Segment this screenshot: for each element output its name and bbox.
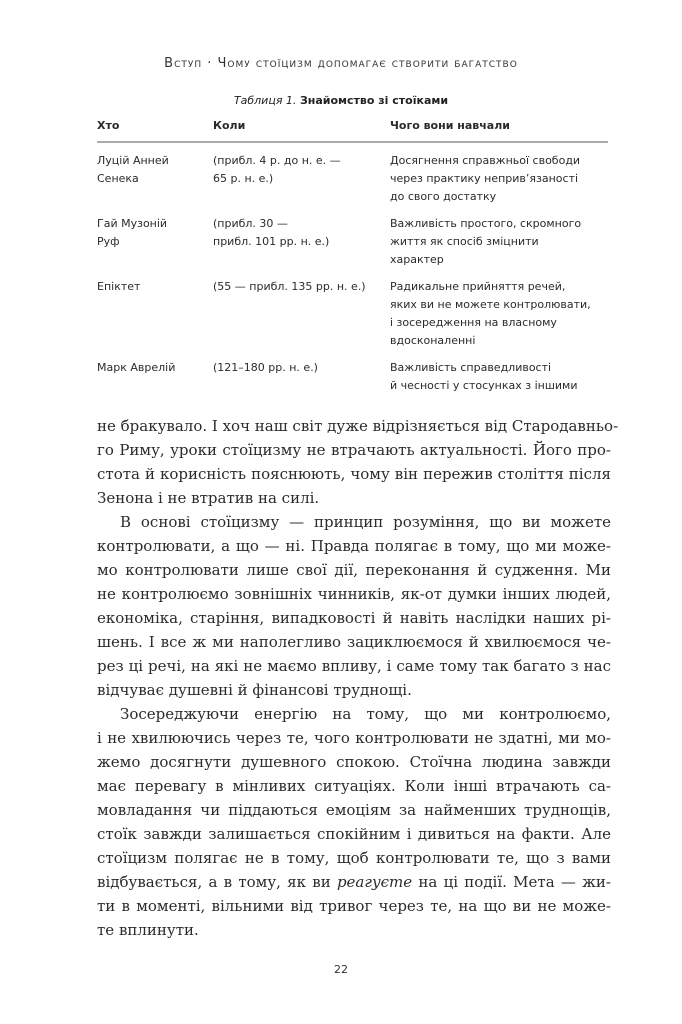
cell-line: прибл. 101 рр. н. е.) [213,235,330,248]
cell-line: Сенека [97,172,139,185]
stoics-table [97,117,608,404]
table-cell-who [97,359,213,404]
cell-line: життя як спосіб зміцнити [390,235,539,248]
text-line: те вплинути. [97,921,199,939]
table-row [97,215,608,278]
cell-line: (55 — прибл. 135 рр. н. е.) [213,280,366,293]
text-line: шень. І все ж ми наполегливо зациклюємося й хвилюємося че- [97,633,611,651]
text-line: мо контролювати лише свої дії, переконання й судження. Ми [97,561,611,579]
table-header-row [97,117,608,142]
cell-line: 65 р. н. е.) [213,172,274,185]
cell-line: Руф [97,235,120,248]
text-line: рез ці речі, на які не маємо впливу, і саме тому так багато з нас [97,657,611,675]
cell-line: Важливість справедливості [390,361,552,374]
text-line: стота й корисність пояснюють, чому він пережив століття після [97,465,611,483]
table-cell-what [390,359,608,404]
text-line: відчуває душевні й фінансові труднощі. [97,681,412,699]
table-caption-title: Знайомство зі стоїками [299,94,449,107]
cell-line: до свого достатку [390,190,497,203]
cell-line: (121–180 рр. н. е.) [213,361,318,374]
table-cell-when [213,278,390,359]
text-line: В основі стоїцизму — принцип розуміння, що ви можете [120,513,611,531]
cell-line: Радикальне прийняття речей, [390,280,566,293]
table-cell-what [390,142,608,215]
cell-line: характер [390,253,444,266]
running-head: Вступ · Чому стоїцизм допомагає створити багатство [164,56,518,71]
cell-line: й чесності у стосунках з іншими [390,379,578,392]
column-header-who: Хто [97,117,213,142]
cell-line: Гай Музоній [97,217,168,230]
cell-line: вдосконаленні [390,334,476,347]
text-line [97,870,611,894]
table-row [97,142,608,215]
column-header-what: Чого вони навчали [390,117,608,142]
table-row [97,359,608,404]
text-line: має перевагу в мінливих ситуаціях. Коли інші втрачають са- [97,777,611,795]
text-segment: відбувається, а в тому, як ви [97,873,337,891]
table-cell-when [213,142,390,215]
cell-line: Луцій Анней [97,154,169,167]
paragraph [97,414,619,510]
text-line: ти в моменті, вільними від тривог через те, на що ви не може- [97,897,611,915]
body-text [97,414,619,942]
table-cell-what [390,278,608,359]
cell-line: (прибл. 30 — [213,217,288,230]
text-line: економіка, старіння, випадковості й навіть наслідки наших рі- [97,609,611,627]
cell-line: яких ви не можете контролювати, [390,298,591,311]
table-caption-label: Таблиця 1. [233,94,297,107]
text-line: жемо досягнути душевного спокою. Стоїчна людина завжди [97,753,611,771]
page-number: 22 [334,963,348,976]
table-cell-who [97,278,213,359]
cell-line: Досягнення справжньої свободи [390,154,581,167]
table-cell-what [390,215,608,278]
emphasized-word: реагуєте [336,873,413,891]
cell-line: через практику неприв’язаності [390,172,579,185]
cell-line: Марк Аврелій [97,361,176,374]
cell-line: і зосередження на власному [390,316,557,329]
text-line: і не хвилюючись через те, чого контролювати не здатні, ми мо- [97,729,611,747]
text-segment: на ці події. Мета — жи- [412,873,611,891]
text-line: не контролюємо зовнішніх чинників, як-от думки інших людей, [97,585,611,603]
table-cell-who [97,215,213,278]
table-cell-when [213,215,390,278]
table-cell-when [213,359,390,404]
table-row [97,278,608,359]
column-header-when: Коли [213,117,390,142]
text-line: контролювати, а що — ні. Правда полягає в тому, що ми може- [97,537,611,555]
text-line: Зосереджуючи енергію на тому, що ми контролюємо, [120,705,611,723]
table-caption [0,93,682,109]
cell-line: Епіктет [97,280,141,293]
text-line: не бракувало. І хоч наш світ дуже відрізняється від Стародавньо- [97,417,619,435]
text-line: Зенона і не втратив на силі. [97,489,320,507]
cell-line: Важливість простого, скромного [390,217,582,230]
text-line: стоїцизм полягає не в тому, щоб контролювати те, що з вами [97,849,611,867]
text-line: мовладання чи піддаються емоціям за найменших труднощів, [97,801,611,819]
table-body [97,142,608,404]
text-line: го Риму, уроки стоїцизму не втрачають актуальності. Його про- [97,441,611,459]
table-cell-who [97,142,213,215]
paragraph [97,702,611,942]
text-line: стоїк завжди залишається спокійним і дивиться на факти. Але [97,825,611,843]
cell-line: (прибл. 4 р. до н. е. — [213,154,341,167]
paragraph [97,510,611,702]
